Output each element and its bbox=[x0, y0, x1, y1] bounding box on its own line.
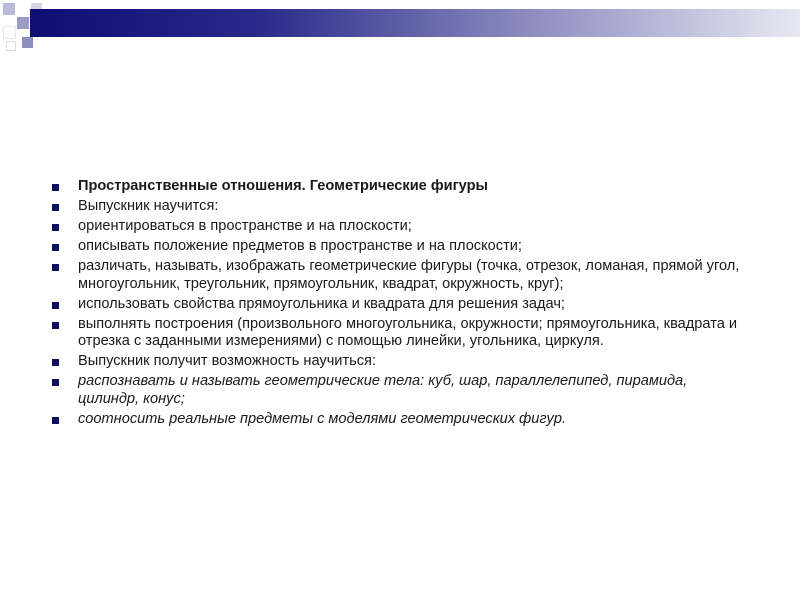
square-bullet-icon bbox=[52, 224, 59, 231]
square-bullet-icon bbox=[52, 184, 59, 191]
bullet-text: описывать положение предметов в пространстве и на плоскости; bbox=[78, 238, 522, 254]
bullet-item bbox=[52, 316, 752, 351]
square-bullet-icon bbox=[52, 204, 59, 211]
bullet-text: распознавать и называть геометрические тела: куб, шар, параллелепипед, пирамида, цилиндр, конус; bbox=[78, 373, 688, 407]
header-gradient-bar bbox=[30, 9, 800, 37]
square-bullet-icon bbox=[52, 379, 59, 386]
bullet-item bbox=[52, 258, 752, 293]
bullet-text: соотносить реальные предметы с моделями геометрических фигур. bbox=[78, 410, 567, 427]
square-bullet-icon bbox=[52, 264, 59, 271]
bullet-text: Выпускник получит возможность научиться: bbox=[78, 353, 376, 369]
decorative-square bbox=[17, 17, 29, 29]
bullet-item bbox=[52, 218, 752, 236]
decorative-square bbox=[3, 3, 15, 15]
bullet-text: различать, называть, изображать геометрические фигуры (точка, отрезок, ломаная, прямой угол, многоугольник, треугольник, прямоугольник, квадрат, окружность, круг); bbox=[78, 258, 740, 292]
bullet-item bbox=[52, 353, 752, 371]
bullet-text: ориентироваться в пространстве и на плоскости; bbox=[78, 218, 412, 234]
decorative-square bbox=[3, 26, 16, 39]
square-bullet-icon bbox=[52, 302, 59, 309]
decorative-square bbox=[6, 41, 16, 51]
bullet-item bbox=[52, 198, 752, 216]
bullet-item bbox=[52, 411, 752, 429]
bullet-text: выполнять построения (произвольного многоугольника, окружности; прямоугольника, квадрата и отрезка с заданными измерениями) с помощью линейки, угольника, циркуля. bbox=[78, 315, 738, 349]
bullet-text: Выпускник научится: bbox=[78, 198, 219, 214]
bullet-item bbox=[52, 296, 752, 314]
bullet-item bbox=[52, 238, 752, 256]
bullet-item bbox=[52, 373, 752, 408]
decorative-square bbox=[22, 37, 33, 48]
bullet-item-heading bbox=[52, 178, 752, 196]
square-bullet-icon bbox=[52, 322, 59, 329]
bullet-text: Пространственные отношения. Геометрические фигуры bbox=[78, 178, 488, 194]
square-bullet-icon bbox=[52, 359, 59, 366]
slide-content bbox=[52, 178, 752, 431]
bullet-text: использовать свойства прямоугольника и квадрата для решения задач; bbox=[78, 295, 565, 312]
square-bullet-icon bbox=[52, 244, 59, 251]
square-bullet-icon bbox=[52, 417, 59, 424]
bullet-list bbox=[52, 178, 752, 428]
